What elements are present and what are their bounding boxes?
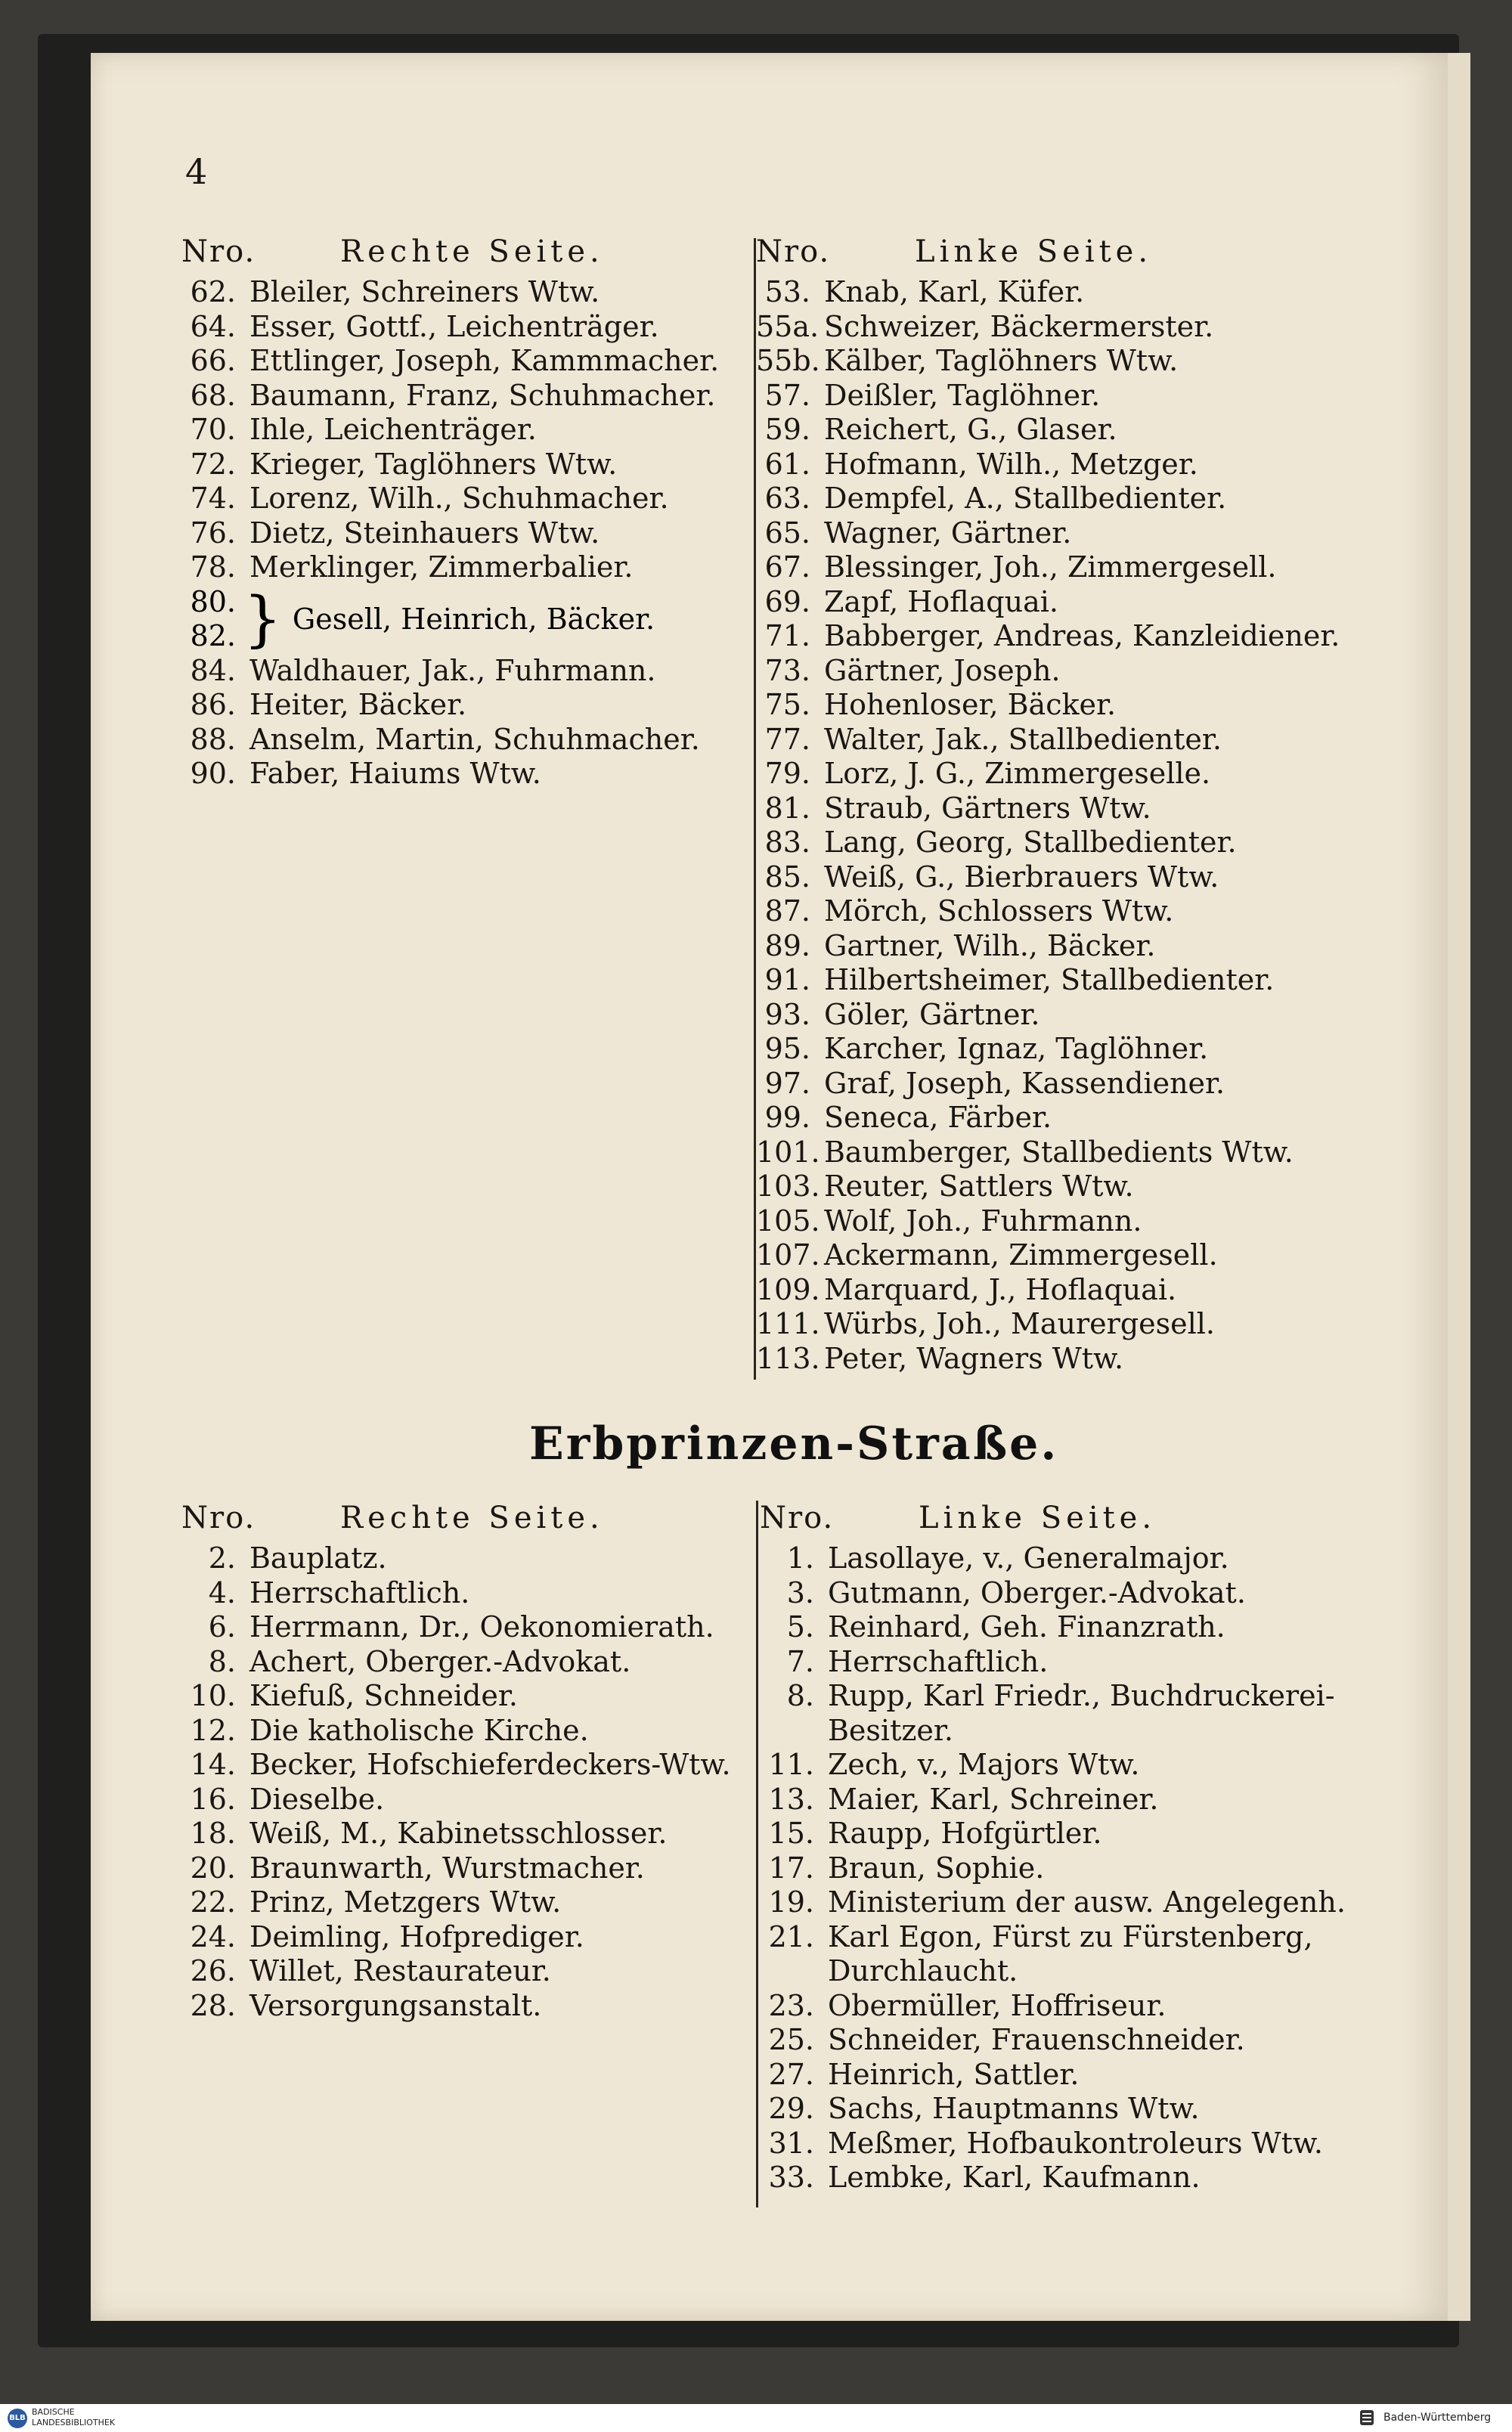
entry-text: Waldhauer, Jak., Fuhrmann. [249, 653, 656, 687]
entry-number: 90. [190, 757, 236, 790]
library-name [32, 2407, 115, 2428]
entry-text: Ackermann, Zimmergesell. [824, 1238, 1218, 1272]
entry-text: Anselm, Martin, Schuhmacher. [249, 722, 700, 756]
entry-text: Göler, Gärtner. [824, 997, 1040, 1031]
nro-label: Nro. [181, 234, 256, 269]
entry-number: 53. [764, 275, 810, 308]
entry-text: Bleiler, Schreiners Wtw. [249, 275, 600, 308]
list-item [756, 1204, 1340, 1239]
entry-text: Graf, Joseph, Kassendiener. [824, 1066, 1225, 1100]
entry-number: 26. [190, 1954, 236, 1987]
entry-number: 91. [764, 963, 810, 996]
entry-text: Heiter, Bäcker. [249, 688, 467, 721]
list-item [756, 929, 1340, 964]
entry-text: Deimling, Hofprediger. [249, 1919, 584, 1953]
entry-number: 109. [756, 1272, 820, 1306]
entry-number: 82. [190, 619, 236, 652]
list-item [756, 654, 1340, 689]
entry-text: Zapf, Hoflaquai. [824, 584, 1058, 618]
entry-number: 10. [190, 1679, 236, 1712]
entry-number: 4. [208, 1575, 236, 1609]
list-item [756, 860, 1340, 895]
entry-text: Reuter, Sattlers Wtw. [824, 1170, 1134, 1203]
list-item [760, 1645, 1346, 1680]
list-item [760, 1817, 1346, 1851]
list-item [760, 2161, 1346, 2195]
entry-text: Faber, Haiums Wtw. [249, 757, 541, 790]
entry-number: 95. [764, 1032, 810, 1065]
entry-number: 87. [764, 894, 810, 928]
entry-number: 55b. [756, 344, 820, 377]
entry-number: 7. [786, 1644, 814, 1678]
entry-number: 61. [764, 447, 810, 481]
entry-number: 73. [764, 653, 810, 687]
list-item [760, 2023, 1346, 2058]
entry-number: 23. [768, 1988, 814, 2022]
entry-text: Hohenloser, Bäcker. [824, 688, 1117, 721]
entry-text: Lembke, Karl, Kaufmann. [828, 2161, 1201, 2194]
entry-text: Gärtner, Joseph. [824, 653, 1061, 687]
entry-number: 86. [190, 688, 236, 721]
entry-text: Ihle, Leichenträger. [249, 413, 537, 446]
side-label: Rechte Seite. [340, 234, 604, 269]
entry-text: Willet, Restaurateur. [249, 1954, 551, 1987]
list-item [760, 1885, 1346, 1920]
list-item [756, 516, 1340, 551]
entry-number: 88. [190, 722, 236, 756]
library-name-line2: LANDESBIBLIOTHEK [32, 2418, 116, 2427]
list-item [756, 1101, 1340, 1135]
list-item [756, 1170, 1340, 1204]
entry-text: Maier, Karl, Schreiner. [828, 1782, 1159, 1816]
list-item [756, 310, 1340, 345]
entry-text: Dieselbe. [249, 1782, 385, 1816]
entry-text: Merklinger, Zimmerbalier. [249, 550, 634, 584]
entry-text: Ettlinger, Joseph, Kammmacher. [249, 344, 720, 377]
entry-number: 78. [190, 550, 236, 584]
entry-text: Marquard, J., Hoflaquai. [824, 1272, 1177, 1306]
list-item [760, 2127, 1346, 2161]
entry-text: Sachs, Hauptmanns Wtw. [828, 2092, 1200, 2125]
entry-number: 72. [190, 447, 236, 481]
entry-number: 107. [756, 1238, 820, 1272]
entry-number: 76. [190, 516, 236, 550]
list-item [181, 1817, 731, 1851]
entry-number: 79. [764, 757, 810, 790]
entry-text: Hilbertsheimer, Stallbedienter. [824, 963, 1275, 996]
entry-text: Würbs, Joh., Maurergesell. [824, 1307, 1216, 1340]
list-item [181, 344, 719, 379]
entry-number: 81. [764, 791, 810, 825]
entry-text: Gartner, Wilh., Bäcker. [824, 928, 1156, 962]
entry-number: 21. [768, 1919, 814, 1953]
list-item [181, 413, 719, 448]
entry-text: Lorz, J. G., Zimmergeselle. [824, 757, 1211, 790]
side-label: Linke Seite. [915, 234, 1153, 269]
library-name-line1: BADISCHE [32, 2407, 75, 2417]
entry-number: 1. [786, 1541, 814, 1575]
section1-left-column [756, 234, 1340, 1376]
entry-number: 62. [190, 275, 236, 308]
entry-number [760, 1714, 828, 1749]
entry-number: 12. [190, 1713, 236, 1747]
entry-text: Baumann, Franz, Schuhmacher. [249, 378, 716, 412]
entry-text: Walter, Jak., Stallbedienter. [824, 722, 1222, 756]
entry-number: 89. [764, 928, 810, 962]
list-item [756, 688, 1340, 723]
list-item [756, 413, 1340, 448]
list-item [181, 1576, 731, 1611]
list-item [181, 448, 719, 482]
entry-text: Straub, Gärtners Wtw. [824, 791, 1151, 825]
entry-number: 3. [786, 1575, 814, 1609]
entry-number: 19. [768, 1885, 814, 1919]
entry-text: Braunwarth, Wurstmacher. [249, 1851, 645, 1885]
list-item [181, 757, 719, 792]
list-item [756, 1135, 1340, 1170]
page-number: 4 [185, 151, 208, 192]
entry-text: Dietz, Steinhauers Wtw. [249, 516, 600, 550]
list-item [756, 619, 1340, 654]
entry-text: Baumberger, Stallbedients Wtw. [824, 1135, 1294, 1169]
column-divider [756, 1501, 758, 2207]
entry-text: Versorgungsanstalt. [249, 1988, 542, 2022]
column-header [181, 234, 719, 269]
entry-number: 20. [190, 1851, 236, 1885]
entry-text: Raupp, Hofgürtler. [828, 1817, 1102, 1850]
entry-text: Prinz, Metzgers Wtw. [249, 1885, 562, 1919]
entry-number: 70. [190, 413, 236, 446]
entry-number: 80. [190, 584, 236, 618]
list-item [181, 550, 719, 585]
column-header [181, 1501, 731, 1535]
section2-left-column [760, 1501, 1346, 2195]
entry-list [181, 275, 719, 585]
entry-text: Herrschaftlich. [249, 1575, 470, 1609]
list-item [756, 792, 1340, 826]
list-item [181, 482, 719, 516]
entry-text: Hofmann, Wilh., Metzger. [824, 447, 1198, 481]
entry-list [756, 275, 1340, 1376]
entry-text: Schneider, Frauenschneider. [828, 2023, 1245, 2056]
list-item [181, 1989, 731, 2024]
list-item [756, 894, 1340, 929]
list-item [760, 1851, 1346, 1886]
list-item [181, 1645, 731, 1680]
state-crest-icon [1357, 2408, 1377, 2427]
list-item [181, 1851, 731, 1886]
list-item [760, 1920, 1346, 1955]
list-item [760, 2058, 1346, 2093]
entry-text: Wolf, Joh., Fuhrmann. [824, 1204, 1142, 1238]
entry-number: 65. [764, 516, 810, 550]
list-item [760, 1954, 1346, 1989]
entry-text: Obermüller, Hoffriseur. [828, 1988, 1167, 2022]
entry-text: Weiß, G., Bierbrauers Wtw. [824, 860, 1219, 894]
footer-bar [0, 2404, 1512, 2432]
entry-number: 17. [768, 1851, 814, 1885]
entry-number: 2. [208, 1541, 236, 1575]
list-item [756, 1238, 1340, 1273]
section1-right-column [181, 234, 719, 792]
entry-number: 33. [768, 2161, 814, 2194]
list-item [756, 585, 1340, 620]
entry-number: 57. [764, 378, 810, 412]
entry-text: Wagner, Gärtner. [824, 516, 1072, 550]
list-item [760, 1748, 1346, 1783]
list-item [756, 550, 1340, 585]
entry-number: 64. [190, 309, 236, 343]
nro-label: Nro. [181, 1501, 256, 1535]
list-item [181, 1679, 731, 1714]
entry-text: Blessinger, Joh., Zimmergesell. [824, 550, 1277, 584]
list-item [760, 1783, 1346, 1817]
entry-text: Zech, v., Majors Wtw. [828, 1748, 1140, 1781]
list-item [756, 379, 1340, 414]
list-item [181, 1748, 731, 1783]
entry-number: 24. [190, 1919, 236, 1953]
entry-number: 22. [190, 1885, 236, 1919]
entry-text: Becker, Hofschieferdeckers-Wtw. [249, 1748, 731, 1781]
list-item [181, 516, 719, 551]
entry-text: Reinhard, Geh. Finanzrath. [828, 1610, 1225, 1644]
nro-label: Nro. [760, 1501, 835, 1535]
list-item [756, 1032, 1340, 1067]
entry-number: 101. [756, 1135, 820, 1169]
entry-text: Knab, Karl, Küfer. [824, 275, 1085, 308]
entry-text: Karl Egon, Fürst zu Fürstenberg, [828, 1919, 1313, 1953]
entry-text: Babberger, Andreas, Kanzleidiener. [824, 619, 1340, 652]
list-item [756, 723, 1340, 757]
entry-number: 8. [208, 1644, 236, 1678]
entry-number: 113. [756, 1341, 820, 1375]
entry-text: Durchlaucht. [828, 1954, 1018, 1987]
entry-text: Dempfel, A., Stallbedienter. [824, 482, 1227, 515]
list-item [756, 963, 1340, 998]
entry-text: Rupp, Karl Friedr., Buchdruckerei- [828, 1679, 1335, 1712]
entry-number: 103. [756, 1170, 820, 1203]
list-item [756, 1307, 1340, 1342]
entry-number: 27. [768, 2057, 814, 2091]
entry-number: 93. [764, 997, 810, 1031]
entry-number: 75. [764, 688, 810, 721]
list-item [756, 757, 1340, 792]
entry-text: Esser, Gottf., Leichenträger. [249, 309, 659, 343]
brace-symbol: } [243, 584, 282, 654]
entry-number: 85. [764, 860, 810, 894]
entry-number: 18. [190, 1817, 236, 1850]
entry-number: 13. [768, 1782, 814, 1816]
entry-text: Braun, Sophie. [828, 1851, 1045, 1885]
entry-text: Die katholische Kirche. [249, 1713, 589, 1747]
entry-number: 6. [208, 1610, 236, 1644]
list-item [756, 1067, 1340, 1101]
list-item [181, 275, 719, 310]
list-item [760, 1989, 1346, 2024]
list-item [181, 310, 719, 345]
list-item [756, 826, 1340, 860]
entry-number: 99. [764, 1101, 810, 1134]
list-item [181, 688, 719, 723]
entry-text: Mörch, Schlossers Wtw. [824, 894, 1174, 928]
entry-number: 28. [190, 1988, 236, 2022]
entry-text: Peter, Wagners Wtw. [824, 1341, 1124, 1375]
entry-number: 63. [764, 482, 810, 515]
entry-number: 67. [764, 550, 810, 584]
entry-text: Herrmann, Dr., Oekonomierath. [249, 1610, 714, 1644]
entry-list [181, 1541, 731, 2023]
entry-number: 84. [190, 653, 236, 687]
entry-list [760, 1541, 1346, 2195]
list-item [181, 1541, 731, 1576]
entry-list [181, 654, 719, 792]
entry-text: Bauplatz. [249, 1541, 387, 1575]
list-item [760, 1610, 1346, 1645]
list-item [756, 344, 1340, 379]
entry-number: 55a. [756, 309, 820, 343]
blb-logo-icon: BLB [8, 2409, 27, 2428]
entry-number: 16. [190, 1782, 236, 1816]
entry-text: Lasollaye, v., Generalmajor. [828, 1541, 1229, 1575]
list-item [756, 998, 1340, 1033]
list-item [760, 2092, 1346, 2127]
list-item [181, 1610, 731, 1645]
entry-text: Krieger, Taglöhners Wtw. [249, 447, 618, 481]
list-item [756, 448, 1340, 482]
list-item [756, 1342, 1340, 1377]
side-label: Linke Seite. [919, 1501, 1157, 1535]
entry-number: 66. [190, 344, 236, 377]
list-item [756, 482, 1340, 516]
entry-number: 25. [768, 2023, 814, 2056]
entry-text: Weiß, M., Kabinetsschlosser. [249, 1817, 668, 1850]
entry-number: 74. [190, 482, 236, 515]
entry-text: Gutmann, Oberger.-Advokat. [828, 1575, 1246, 1609]
state-name: Baden-Württemberg [1383, 2412, 1492, 2424]
column-header [760, 1501, 1346, 1535]
list-item [181, 1954, 731, 1989]
list-item [756, 275, 1340, 310]
list-item [760, 1714, 1346, 1749]
list-item [181, 379, 719, 414]
entry-number: 14. [190, 1748, 236, 1781]
list-item [181, 1714, 731, 1749]
entry-text: Schweizer, Bäckermerster. [824, 309, 1214, 343]
entry-text: Herrschaftlich. [828, 1644, 1049, 1678]
entry-text: Seneca, Färber. [824, 1101, 1052, 1134]
brace-entry [181, 585, 719, 654]
list-item [760, 1541, 1346, 1576]
list-item [760, 1679, 1346, 1714]
entry-text: Kiefuß, Schneider. [249, 1679, 518, 1712]
entry-number: 111. [756, 1307, 820, 1340]
entry-number: 97. [764, 1066, 810, 1100]
entry-number [760, 1954, 828, 1989]
column-header [756, 234, 1340, 269]
entry-text: Lang, Georg, Stallbedienter. [824, 826, 1237, 859]
list-item [181, 1783, 731, 1817]
entry-text: Gesell, Heinrich, Bäcker. [292, 603, 655, 636]
entry-text: Karcher, Ignaz, Taglöhner. [824, 1032, 1209, 1065]
list-item [181, 1885, 731, 1920]
entry-number: 77. [764, 722, 810, 756]
entry-text: Meßmer, Hofbaukontroleurs Wtw. [828, 2126, 1323, 2160]
entry-text: Kälber, Taglöhners Wtw. [824, 344, 1179, 377]
entry-number: 5. [786, 1610, 814, 1644]
entry-text: Achert, Oberger.-Advokat. [249, 1644, 631, 1678]
page-edge [1448, 53, 1470, 2321]
list-item [181, 723, 719, 757]
list-item [181, 1920, 731, 1955]
list-item [181, 654, 719, 689]
entry-number: 83. [764, 826, 810, 859]
street-heading: Erbprinzen-Straße. [529, 1417, 1059, 1470]
entry-text: Reichert, G., Glaser. [824, 413, 1117, 446]
entry-number: 105. [756, 1204, 820, 1238]
entry-number: 71. [764, 619, 810, 652]
entry-text: Deißler, Taglöhner. [824, 378, 1101, 412]
entry-number: 69. [764, 584, 810, 618]
entry-number: 29. [768, 2092, 814, 2125]
entry-number: 15. [768, 1817, 814, 1850]
entry-number: 59. [764, 413, 810, 446]
nro-label: Nro. [756, 234, 831, 269]
side-label: Rechte Seite. [340, 1501, 604, 1535]
entry-number: 68. [190, 378, 236, 412]
entry-text: Ministerium der ausw. Angelegenh. [828, 1885, 1346, 1919]
entry-number: 31. [768, 2126, 814, 2160]
entry-number: 8. [786, 1679, 814, 1712]
list-item [756, 1273, 1340, 1308]
entry-number: 11. [768, 1748, 814, 1781]
entry-text: Heinrich, Sattler. [828, 2057, 1080, 2091]
list-item [760, 1576, 1346, 1611]
section2-right-column [181, 1501, 731, 2023]
entry-text: Besitzer. [828, 1713, 953, 1747]
entry-text: Lorenz, Wilh., Schuhmacher. [249, 482, 669, 515]
